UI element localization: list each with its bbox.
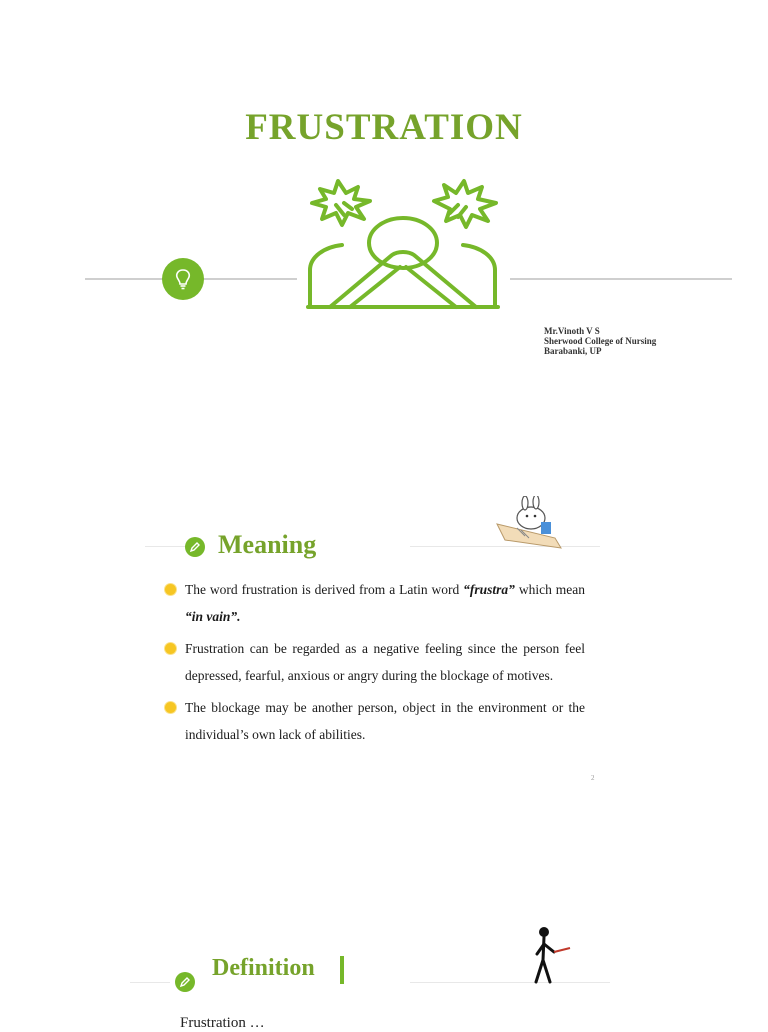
definition-rule-left — [130, 982, 170, 983]
bullet-icon — [165, 584, 176, 595]
bullet-text: The word frustration is derived from a Latin word — [185, 582, 464, 597]
list-item — [165, 576, 585, 630]
definition-text-partial: Frustration … — [180, 1015, 265, 1031]
pencil-icon — [185, 537, 205, 557]
stick-figure-illustration — [528, 926, 574, 988]
bullet-icon — [165, 702, 176, 713]
translation: “in vain”. — [185, 609, 241, 624]
author-info — [544, 326, 656, 356]
slide-title: FRUSTRATION — [245, 107, 523, 148]
definition-heading: Definition — [212, 955, 315, 981]
bullet-text: Frustration can be regarded as a negative feeling since the person feel depressed, fearful, anxious or angry during the blockage of motives. — [185, 641, 585, 683]
author-location: Barabanki, UP — [544, 346, 602, 356]
page-number: 2 — [591, 774, 595, 782]
latin-word: “frustra” — [463, 582, 515, 597]
text-cursor-bar — [340, 956, 344, 984]
pencil-icon — [175, 972, 195, 992]
author-college: Sherwood College of Nursing — [544, 336, 657, 346]
meaning-rule-left — [145, 546, 185, 547]
bunny-illustration — [495, 496, 563, 550]
definition-rule-right — [410, 982, 610, 983]
meaning-heading: Meaning — [218, 530, 317, 559]
bullet-text: The blockage may be another person, object in the environment or the individual’s own lack of abilities. — [185, 700, 585, 742]
meaning-bullet-list — [165, 576, 585, 753]
list-item — [165, 694, 585, 748]
author-name: Mr.Vinoth V S — [544, 326, 600, 336]
divider-right — [510, 278, 732, 280]
lightbulb-icon — [162, 258, 204, 300]
list-item — [165, 635, 585, 689]
frustrated-person-illustration — [300, 175, 505, 315]
bullet-icon — [165, 643, 176, 654]
bullet-text: which mean — [514, 582, 585, 597]
